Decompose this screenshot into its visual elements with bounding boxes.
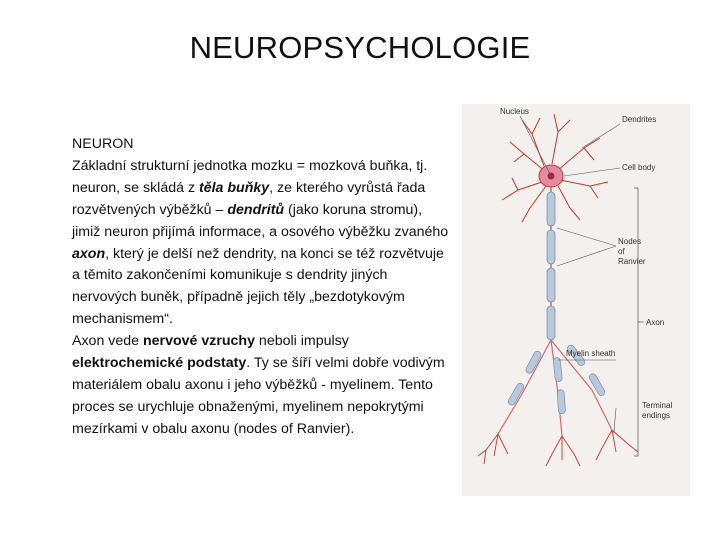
label-dendrites: Dendrites [622, 115, 657, 124]
neuron-diagram [462, 104, 690, 496]
emphasis-nerve-impulses: nervové vzruchy [143, 333, 255, 350]
label-endings: endings [642, 411, 671, 420]
emphasis-axon: axon [72, 245, 106, 262]
paragraph-neuron [72, 156, 452, 331]
label-cell-body: Cell body [622, 163, 656, 172]
label-nodes: Nodes [618, 237, 642, 246]
text-run: (jako koruna stromu), jimiž neuron přijímá informace, a osového výběžku zvaného [72, 201, 449, 240]
text-run: , ze kterého vyrůstá řada rozvětvených výběžků – [72, 179, 426, 218]
page-title: NEUROPSYCHOLOGIE [189, 30, 531, 65]
axon [547, 187, 555, 340]
text-run: , který je delší než dendrity, na konci se též rozvětvuje a těmito zakončeními komunikuje s dendrity jiných nervových buněk, případně jejich těly „bezdotykovým mechanismem“. [72, 245, 444, 328]
terminal-endings [478, 430, 638, 466]
label-nodes-of: of [618, 247, 625, 256]
nucleus [548, 173, 555, 180]
emphasis-electrochemical: elektrochemické podstaty [72, 355, 247, 372]
body-text [72, 134, 452, 441]
section-heading: NEURON [72, 136, 134, 152]
label-ranvier: Ranvier [618, 257, 646, 266]
text-run: Základní strukturní jednotka mozku = mozková buňka, tj. neuron, se skládá z [72, 157, 428, 196]
label-nucleus: Nucleus [500, 107, 529, 116]
neuron-illustration [462, 104, 690, 496]
label-axon: Axon [646, 318, 665, 327]
label-myelin-sheath: Myelin sheath [566, 349, 616, 358]
label-terminal: Terminal [642, 401, 673, 410]
text-run: neboli impulsy [254, 333, 349, 350]
emphasis-cell-body: těla buňky [198, 179, 270, 196]
text-run: Axon vede [72, 333, 143, 350]
emphasis-dendrites: dendritů [227, 201, 285, 218]
paragraph-axon [72, 331, 452, 441]
text-run: . Ty se šíří velmi dobře vodivým materiálem obalu axonu i jeho výběžků - myelinem. Tento proces se urychluje obnaženými, myelinem nepokrytými mezírkami v obalu axonu (nodes of Ranvier). [72, 355, 445, 437]
